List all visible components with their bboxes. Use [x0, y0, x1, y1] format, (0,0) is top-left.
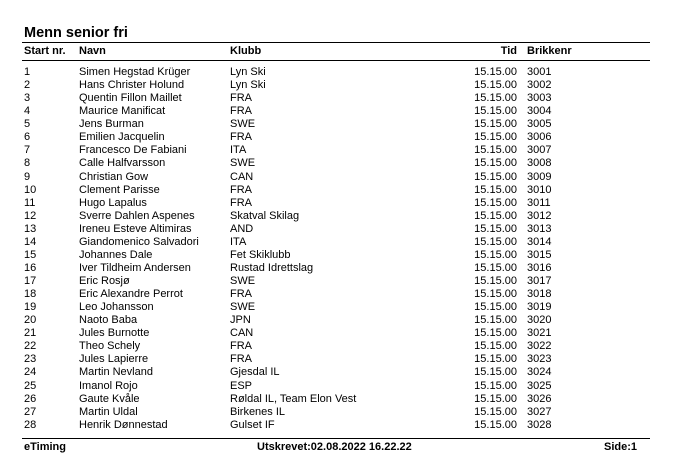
footer-printed: Utskrevet:02.08.2022 16.22.22 [257, 441, 412, 453]
club-name: AND [230, 222, 254, 235]
start-time: 15.15.00 [474, 209, 517, 222]
start-time: 15.15.00 [474, 366, 517, 379]
start-time: 15.15.00 [474, 314, 517, 327]
table-row [0, 249, 675, 262]
club-name: Gjesdal IL [230, 366, 280, 379]
start-number: 14 [24, 235, 37, 248]
chip-number: 3002 [527, 79, 552, 92]
chip-number: 3025 [527, 379, 552, 392]
start-number: 6 [24, 131, 31, 144]
header-start-nr: Start nr. [24, 45, 66, 57]
start-number: 25 [24, 379, 37, 392]
header-club: Klubb [230, 45, 262, 57]
club-name: FRA [230, 288, 252, 301]
table-row [0, 406, 675, 419]
club-name: SWE [230, 157, 256, 170]
athlete-name: Martin Nevland [79, 366, 153, 379]
page-title: Menn senior fri [24, 25, 128, 41]
start-number: 9 [24, 170, 31, 183]
start-time: 15.15.00 [474, 170, 517, 183]
athlete-name: Hans Christer Holund [79, 79, 185, 92]
athlete-name: Francesco De Fabiani [79, 144, 187, 157]
chip-number: 3028 [527, 418, 552, 431]
start-number: 7 [24, 144, 31, 157]
start-time: 15.15.00 [474, 275, 517, 287]
chip-number: 3008 [527, 157, 552, 170]
start-number: 17 [24, 275, 37, 287]
start-number: 23 [24, 353, 37, 366]
athlete-name: Simen Hegstad Krüger [79, 66, 191, 78]
athlete-name: Eric Alexandre Perrot [79, 288, 183, 301]
club-name: CAN [230, 327, 254, 340]
start-number: 10 [24, 183, 37, 196]
start-number: 19 [24, 301, 37, 314]
club-name: FRA [230, 131, 252, 144]
athlete-name: Calle Halfvarsson [79, 157, 166, 170]
start-time: 15.15.00 [474, 301, 517, 314]
table-row [0, 380, 675, 393]
club-name: FRA [230, 105, 252, 118]
table-row [0, 393, 675, 406]
start-time: 15.15.00 [474, 118, 517, 131]
start-number: 11 [24, 196, 36, 209]
athlete-name: Sverre Dahlen Aspenes [79, 209, 195, 222]
start-time: 15.15.00 [474, 235, 517, 248]
start-time: 15.15.00 [474, 353, 517, 366]
club-name: Røldal IL, Team Elon Vest [230, 392, 357, 405]
athlete-name: Gaute Kvåle [79, 392, 140, 405]
start-number: 3 [24, 92, 31, 105]
start-time: 15.15.00 [474, 144, 517, 157]
club-name: SWE [230, 118, 256, 131]
athlete-name: Theo Schely [79, 340, 141, 353]
table-row [0, 301, 675, 314]
start-time: 15.15.00 [474, 340, 517, 353]
chip-number: 3014 [527, 235, 552, 248]
table-row [0, 223, 675, 236]
start-number: 22 [24, 340, 37, 353]
club-name: Fet Skiklubb [230, 248, 291, 261]
start-number: 18 [24, 288, 37, 301]
club-name: Gulset IF [230, 418, 275, 431]
club-name: ITA [230, 235, 247, 248]
start-number: 8 [24, 157, 31, 170]
chip-number: 3007 [527, 144, 552, 157]
start-number: 1 [24, 66, 31, 78]
table-row [0, 171, 675, 184]
start-time: 15.15.00 [474, 66, 517, 78]
table-row [0, 197, 675, 210]
header-divider [22, 60, 650, 61]
club-name: ESP [230, 379, 253, 392]
start-time: 15.15.00 [474, 79, 517, 92]
start-time: 15.15.00 [474, 183, 517, 196]
table-row [0, 79, 675, 92]
athlete-name: Johannes Dale [79, 248, 153, 261]
athlete-name: Hugo Lapalus [79, 196, 147, 209]
start-number: 15 [24, 248, 37, 261]
start-number: 16 [24, 261, 37, 274]
table-row [0, 419, 675, 432]
chip-number: 3012 [527, 209, 552, 222]
table-row [0, 236, 675, 249]
club-name: FRA [230, 196, 252, 209]
athlete-name: Iver Tildheim Andersen [79, 261, 191, 274]
start-number: 4 [24, 105, 31, 118]
table-row [0, 340, 675, 353]
club-name: SWE [230, 275, 256, 287]
chip-number: 3024 [527, 366, 552, 379]
chip-number: 3016 [527, 261, 552, 274]
athlete-name: Christian Gow [79, 170, 149, 183]
table-row [0, 118, 675, 131]
chip-number: 3006 [527, 131, 552, 144]
chip-number: 3023 [527, 353, 552, 366]
start-number: 26 [24, 392, 37, 405]
athlete-name: Quentin Fillon Maillet [79, 92, 182, 105]
table-row [0, 353, 675, 366]
athlete-name: Maurice Manificat [79, 105, 166, 118]
athlete-name: Leo Johansson [79, 301, 154, 314]
club-name: FRA [230, 183, 252, 196]
start-time: 15.15.00 [474, 418, 517, 431]
table-row [0, 366, 675, 379]
athlete-name: Giandomenico Salvadori [79, 235, 199, 248]
table-row [0, 105, 675, 118]
table-row [0, 66, 675, 79]
start-time: 15.15.00 [474, 105, 517, 118]
table-row [0, 288, 675, 301]
start-number: 5 [24, 118, 31, 131]
athlete-name: Henrik Dønnestad [79, 418, 168, 431]
club-name: Skatval Skilag [230, 209, 300, 222]
start-time: 15.15.00 [474, 157, 517, 170]
chip-number: 3027 [527, 405, 552, 418]
club-name: FRA [230, 340, 252, 353]
club-name: FRA [230, 92, 252, 105]
start-time: 15.15.00 [474, 379, 517, 392]
chip-number: 3011 [527, 196, 551, 209]
chip-number: 3013 [527, 222, 552, 235]
chip-number: 3010 [527, 183, 552, 196]
table-row [0, 262, 675, 275]
start-number: 12 [24, 209, 37, 222]
chip-number: 3021 [527, 327, 552, 340]
header-name: Navn [79, 45, 106, 57]
club-name: Lyn Ski [230, 66, 266, 78]
start-number: 2 [24, 79, 31, 92]
athlete-name: Martin Uldal [79, 405, 138, 418]
start-time: 15.15.00 [474, 131, 517, 144]
chip-number: 3015 [527, 248, 552, 261]
start-number: 24 [24, 366, 37, 379]
athlete-name: Jules Burnotte [79, 327, 150, 340]
athlete-name: Eric Rosjø [79, 275, 130, 287]
table-row [0, 275, 675, 288]
start-time: 15.15.00 [474, 248, 517, 261]
club-name: Birkenes IL [230, 405, 286, 418]
chip-number: 3022 [527, 340, 552, 353]
chip-number: 3004 [527, 105, 552, 118]
top-divider [22, 42, 650, 43]
table-row [0, 184, 675, 197]
table-row [0, 210, 675, 223]
athlete-name: Emilien Jacquelin [79, 131, 165, 144]
table-row [0, 157, 675, 170]
start-time: 15.15.00 [474, 288, 517, 301]
chip-number: 3005 [527, 118, 552, 131]
header-time: Tid [500, 45, 517, 57]
start-number: 21 [24, 327, 37, 340]
club-name: JPN [230, 314, 251, 327]
start-number: 27 [24, 405, 37, 418]
club-name: SWE [230, 301, 256, 314]
chip-number: 3001 [527, 66, 552, 78]
start-list [0, 66, 675, 432]
start-number: 20 [24, 314, 37, 327]
athlete-name: Ireneu Esteve Altimiras [79, 222, 192, 235]
chip-number: 3019 [527, 301, 552, 314]
start-time: 15.15.00 [474, 196, 517, 209]
start-time: 15.15.00 [474, 392, 517, 405]
chip-number: 3003 [527, 92, 552, 105]
chip-number: 3020 [527, 314, 552, 327]
start-time: 15.15.00 [474, 405, 517, 418]
header-chip: Brikkenr [527, 45, 572, 57]
table-row [0, 314, 675, 327]
table-row [0, 327, 675, 340]
club-name: Lyn Ski [230, 79, 266, 92]
start-time: 15.15.00 [474, 327, 517, 340]
footer-software: eTiming [24, 441, 66, 453]
table-row [0, 92, 675, 105]
club-name: ITA [230, 144, 247, 157]
start-time: 15.15.00 [474, 261, 517, 274]
athlete-name: Jules Lapierre [79, 353, 149, 366]
start-time: 15.15.00 [474, 92, 517, 105]
athlete-name: Naoto Baba [79, 314, 138, 327]
chip-number: 3026 [527, 392, 552, 405]
start-number: 28 [24, 418, 37, 431]
club-name: FRA [230, 353, 252, 366]
athlete-name: Jens Burman [79, 118, 144, 131]
chip-number: 3009 [527, 170, 552, 183]
start-number: 13 [24, 222, 37, 235]
athlete-name: Clement Parisse [79, 183, 160, 196]
athlete-name: Imanol Rojo [79, 379, 138, 392]
club-name: Rustad Idrettslag [230, 261, 314, 274]
table-row [0, 144, 675, 157]
table-row [0, 131, 675, 144]
footer-divider [22, 438, 650, 439]
footer-page: Side:1 [604, 441, 638, 453]
chip-number: 3017 [527, 275, 552, 287]
chip-number: 3018 [527, 288, 552, 301]
club-name: CAN [230, 170, 254, 183]
start-time: 15.15.00 [474, 222, 517, 235]
